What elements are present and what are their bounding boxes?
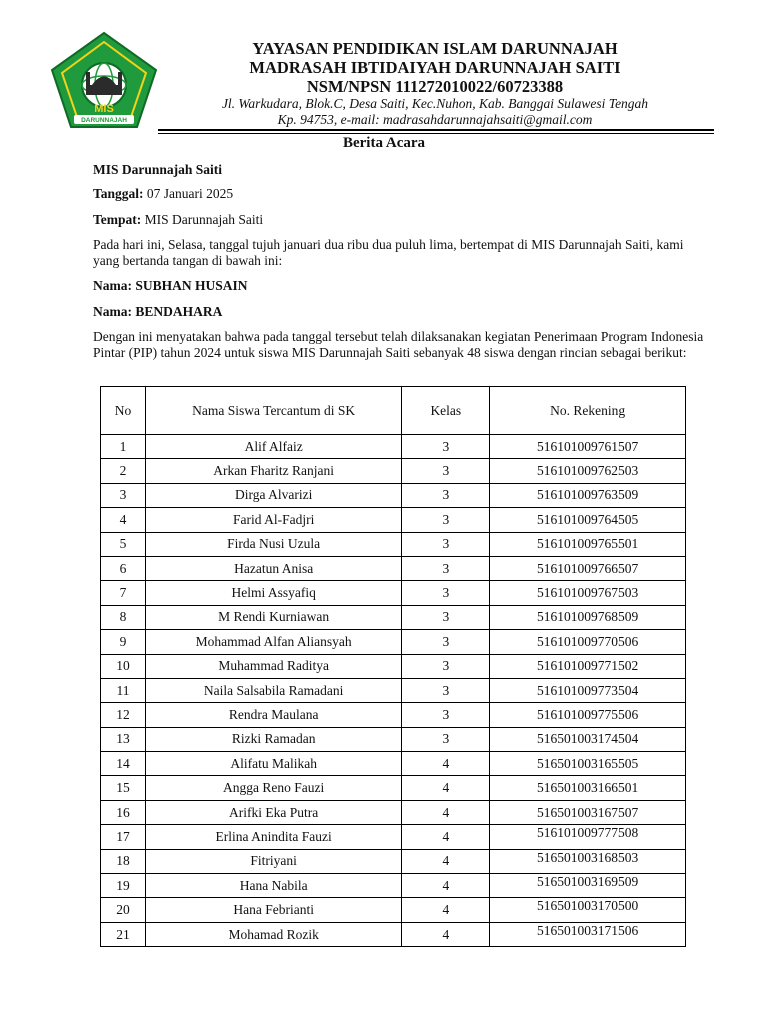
- student-name: Arifki Eka Putra: [145, 800, 401, 824]
- row-number: 7: [101, 581, 146, 605]
- address: Jl. Warkudara, Blok.C, Desa Saiti, Kec.Nuhon, Kab. Banggai Sulawesi Tengah: [221, 96, 649, 111]
- table-row: [101, 752, 686, 776]
- row-number: 9: [101, 630, 146, 654]
- student-name: Muhammad Raditya: [145, 654, 401, 678]
- date-line: Tanggal: 07 Januari 2025: [93, 186, 234, 201]
- svg-text:MIS: MIS: [94, 103, 114, 115]
- row-number: 21: [101, 922, 146, 946]
- school-name: MADRASAH IBTIDAIYAH DARUNNAJAH SAITI: [249, 58, 621, 77]
- row-number: 14: [101, 752, 146, 776]
- row-number: 20: [101, 898, 146, 922]
- account-number: 516101009766507: [490, 556, 686, 580]
- student-name: Rendra Maulana: [145, 703, 401, 727]
- student-name: Farid Al-Fadjri: [145, 508, 401, 532]
- table-row: [101, 898, 686, 922]
- student-name: Firda Nusi Uzula: [145, 532, 401, 556]
- table-row: [101, 849, 686, 873]
- row-number: 16: [101, 800, 146, 824]
- student-class: 3: [402, 435, 490, 459]
- account-number: 516501003174504: [490, 727, 686, 751]
- student-class: 3: [402, 459, 490, 483]
- table-row: [101, 654, 686, 678]
- table-row: [101, 630, 686, 654]
- madrasah-logo: [48, 30, 160, 130]
- student-class: 3: [402, 703, 490, 727]
- name-2: Nama: BENDAHARA: [93, 304, 223, 319]
- header-name: Nama Siswa Tercantum di SK: [145, 387, 401, 435]
- student-class: 4: [402, 849, 490, 873]
- row-number: 11: [101, 678, 146, 702]
- row-number: 17: [101, 825, 146, 849]
- student-name: Helmi Assyafiq: [145, 581, 401, 605]
- student-name: Hana Febrianti: [145, 898, 401, 922]
- nsm-npsn: NSM/NPSN 111272010022/60723388: [306, 77, 564, 96]
- header-divider-thin: [158, 133, 714, 134]
- statement-paragraph: Dengan ini menyatakan bahwa pada tanggal tersebut telah dilaksanakan kegiatan Penerimaan Program Indonesia Pintar (PIP) tahun 2024 untuk siswa MIS Darunnajah Saiti sebanyak 48 siswa dengan rincian sebagai berikut:: [93, 329, 704, 360]
- row-number: 2: [101, 459, 146, 483]
- row-number: 10: [101, 654, 146, 678]
- header-class: Kelas: [402, 387, 490, 435]
- account-number: 516101009761507: [490, 435, 686, 459]
- row-number: 6: [101, 556, 146, 580]
- table-row: [101, 483, 686, 507]
- table-body: [101, 435, 686, 947]
- student-class: 3: [402, 727, 490, 751]
- foundation-name: YAYASAN PENDIDIKAN ISLAM DARUNNAJAH: [252, 39, 618, 58]
- student-name: Hana Nabila: [145, 874, 401, 898]
- row-number: 15: [101, 776, 146, 800]
- student-class: 4: [402, 825, 490, 849]
- student-class: 4: [402, 874, 490, 898]
- student-name: Hazatun Anisa: [145, 556, 401, 580]
- row-number: 19: [101, 874, 146, 898]
- table-row: [101, 532, 686, 556]
- table-row: [101, 703, 686, 727]
- table-row: [101, 435, 686, 459]
- intro-paragraph: Pada hari ini, Selasa, tanggal tujuh januari dua ribu dua puluh lima, bertempat di MIS Darunnajah Saiti, kami yang bertanda tangan di bawah ini:: [93, 237, 684, 268]
- student-class: 4: [402, 898, 490, 922]
- header-account: No. Rekening: [490, 387, 686, 435]
- student-class: 3: [402, 508, 490, 532]
- account-number: 516501003169509: [490, 874, 686, 898]
- document-title: Berita Acara: [342, 135, 426, 151]
- row-number: 3: [101, 483, 146, 507]
- table-row: [101, 922, 686, 946]
- table-row: [101, 800, 686, 824]
- table-row: [101, 678, 686, 702]
- student-name: Alif Alfaiz: [145, 435, 401, 459]
- student-name: Rizki Ramadan: [145, 727, 401, 751]
- account-number: 516501003171506: [490, 922, 686, 946]
- account-number: 516101009777508: [490, 825, 686, 849]
- student-name: Angga Reno Fauzi: [145, 776, 401, 800]
- account-number: 516101009765501: [490, 532, 686, 556]
- header-no: No: [101, 387, 146, 435]
- student-name: M Rendi Kurniawan: [145, 605, 401, 629]
- student-class: 3: [402, 556, 490, 580]
- row-number: 12: [101, 703, 146, 727]
- student-name: Erlina Anindita Fauzi: [145, 825, 401, 849]
- table-row: [101, 459, 686, 483]
- row-number: 5: [101, 532, 146, 556]
- account-number: 516101009762503: [490, 459, 686, 483]
- account-number: 516501003168503: [490, 849, 686, 873]
- student-class: 3: [402, 630, 490, 654]
- student-class: 3: [402, 581, 490, 605]
- place-line: Tempat: MIS Darunnajah Saiti: [93, 212, 264, 227]
- student-name: Dirga Alvarizi: [145, 483, 401, 507]
- student-class: 4: [402, 752, 490, 776]
- table-row: [101, 508, 686, 532]
- account-number: 516501003165505: [490, 752, 686, 776]
- account-number: 516101009763509: [490, 483, 686, 507]
- table-header-row: [101, 387, 686, 435]
- header-divider: [158, 129, 714, 131]
- account-number: 516101009770506: [490, 630, 686, 654]
- row-number: 8: [101, 605, 146, 629]
- student-name: Fitriyani: [145, 849, 401, 873]
- student-name: Naila Salsabila Ramadani: [145, 678, 401, 702]
- student-class: 3: [402, 605, 490, 629]
- school-line: MIS Darunnajah Saiti: [93, 162, 223, 177]
- svg-text:DARUNNAJAH: DARUNNAJAH: [81, 117, 127, 124]
- row-number: 13: [101, 727, 146, 751]
- student-name: Mohamad Rozik: [145, 922, 401, 946]
- account-number: 516101009775506: [490, 703, 686, 727]
- student-class: 4: [402, 922, 490, 946]
- account-number: 516501003167507: [490, 800, 686, 824]
- table-row: [101, 874, 686, 898]
- name-1: Nama: SUBHAN HUSAIN: [93, 278, 248, 293]
- student-class: 4: [402, 776, 490, 800]
- row-number: 1: [101, 435, 146, 459]
- table-row: [101, 605, 686, 629]
- account-number: 516101009773504: [490, 678, 686, 702]
- table-row: [101, 727, 686, 751]
- student-class: 4: [402, 800, 490, 824]
- account-number: 516101009764505: [490, 508, 686, 532]
- row-number: 4: [101, 508, 146, 532]
- student-table: [100, 386, 686, 947]
- table-row: [101, 556, 686, 580]
- student-class: 3: [402, 654, 490, 678]
- student-class: 3: [402, 678, 490, 702]
- student-class: 3: [402, 483, 490, 507]
- account-number: 516501003170500: [490, 898, 686, 922]
- table-row: [101, 776, 686, 800]
- account-number: 516501003166501: [490, 776, 686, 800]
- student-name: Mohammad Alfan Aliansyah: [145, 630, 401, 654]
- student-name: Alifatu Malikah: [145, 752, 401, 776]
- student-class: 3: [402, 532, 490, 556]
- account-number: 516101009771502: [490, 654, 686, 678]
- table-row: [101, 581, 686, 605]
- student-name: Arkan Fharitz Ranjani: [145, 459, 401, 483]
- table-row: [101, 825, 686, 849]
- contact: Kp. 94753, e-mail: madrasahdarunnajahsaiti@gmail.com: [277, 112, 593, 127]
- account-number: 516101009767503: [490, 581, 686, 605]
- account-number: 516101009768509: [490, 605, 686, 629]
- row-number: 18: [101, 849, 146, 873]
